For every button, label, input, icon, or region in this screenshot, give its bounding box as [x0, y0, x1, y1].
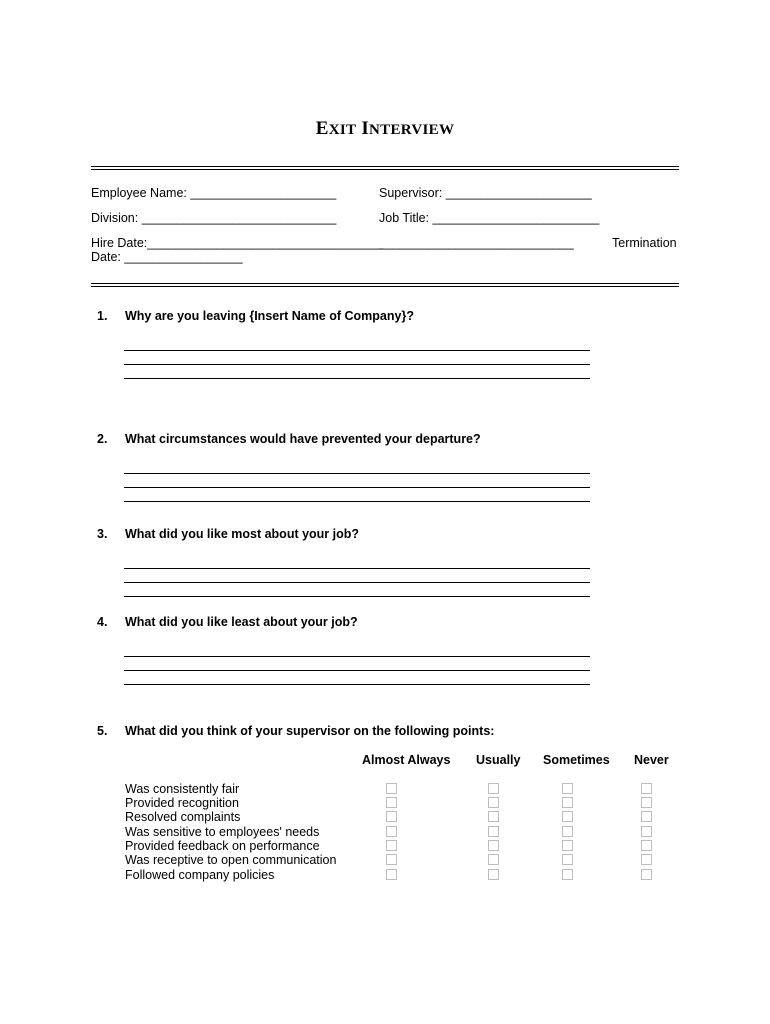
- employee-name-field[interactable]: Employee Name: _____________________: [91, 186, 337, 200]
- question-4-text: What did you like least about your job?: [125, 615, 358, 629]
- answer-line[interactable]: [124, 473, 590, 474]
- question-4-number: 4.: [97, 615, 108, 629]
- checkbox-never[interactable]: [641, 840, 652, 851]
- checkbox-almost-always[interactable]: [386, 854, 397, 865]
- checkbox-usually[interactable]: [488, 797, 499, 808]
- rating-item: Was receptive to open communication: [125, 853, 337, 867]
- checkbox-never[interactable]: [641, 811, 652, 822]
- checkbox-usually[interactable]: [488, 840, 499, 851]
- answer-line[interactable]: [124, 378, 590, 379]
- answer-line[interactable]: [124, 364, 590, 365]
- rating-item: Was sensitive to employees' needs: [125, 825, 320, 839]
- checkbox-almost-always[interactable]: [386, 826, 397, 837]
- answer-line[interactable]: [124, 568, 590, 569]
- checkbox-almost-always[interactable]: [386, 783, 397, 794]
- division-field[interactable]: Division: ____________________________: [91, 211, 337, 225]
- answer-line[interactable]: [124, 656, 590, 657]
- top-rule-2: [91, 169, 679, 170]
- mid-rule-1: [91, 283, 679, 284]
- checkbox-almost-always[interactable]: [386, 811, 397, 822]
- checkbox-sometimes[interactable]: [562, 854, 573, 865]
- answer-line[interactable]: [124, 596, 590, 597]
- column-usually: Usually: [476, 753, 521, 767]
- checkbox-usually[interactable]: [488, 854, 499, 865]
- question-1-number: 1.: [97, 309, 108, 323]
- question-3-text: What did you like most about your job?: [125, 527, 360, 541]
- checkbox-never[interactable]: [641, 869, 652, 880]
- checkbox-usually[interactable]: [488, 783, 499, 794]
- mid-rule-2: [91, 286, 679, 287]
- rating-item: Followed company policies: [125, 868, 275, 882]
- question-1-text: Why are you leaving {Insert Name of Company}?: [125, 309, 414, 323]
- checkbox-usually[interactable]: [488, 826, 499, 837]
- checkbox-sometimes[interactable]: [562, 811, 573, 822]
- checkbox-sometimes[interactable]: [562, 797, 573, 808]
- rating-item: Provided feedback on performance: [125, 839, 320, 853]
- supervisor-field[interactable]: Supervisor: _____________________: [379, 186, 592, 200]
- checkbox-never[interactable]: [641, 783, 652, 794]
- question-3-number: 3.: [97, 527, 108, 541]
- answer-line[interactable]: [124, 501, 590, 502]
- checkbox-never[interactable]: [641, 854, 652, 865]
- answer-line[interactable]: [124, 670, 590, 671]
- page-title: EXIT INTERVIEW: [315, 118, 455, 139]
- checkbox-sometimes[interactable]: [562, 869, 573, 880]
- checkbox-almost-always[interactable]: [386, 869, 397, 880]
- checkbox-never[interactable]: [641, 797, 652, 808]
- termination-label: Termination: [612, 236, 677, 250]
- checkbox-almost-always[interactable]: [386, 797, 397, 808]
- column-sometimes: Sometimes: [543, 753, 610, 767]
- checkbox-never[interactable]: [641, 826, 652, 837]
- checkbox-sometimes[interactable]: [562, 826, 573, 837]
- checkbox-sometimes[interactable]: [562, 783, 573, 794]
- answer-line[interactable]: [124, 350, 590, 351]
- checkbox-sometimes[interactable]: [562, 840, 573, 851]
- question-2-number: 2.: [97, 432, 108, 446]
- question-5-number: 5.: [97, 724, 108, 738]
- checkbox-almost-always[interactable]: [386, 840, 397, 851]
- question-5-text: What did you think of your supervisor on the following points:: [125, 724, 495, 738]
- job-title-field[interactable]: Job Title: ________________________: [379, 211, 600, 225]
- column-almost-always: Almost Always: [362, 753, 451, 767]
- question-2-text: What circumstances would have prevented your departure?: [125, 432, 481, 446]
- hire-date-blank[interactable]: ____________________________: [379, 236, 574, 250]
- hire-date-field[interactable]: Hire Date:__________________________________: [91, 236, 384, 250]
- checkbox-usually[interactable]: [488, 811, 499, 822]
- rating-item: Resolved complaints: [125, 810, 241, 824]
- rating-item: Was consistently fair: [125, 782, 240, 796]
- rating-item: Provided recognition: [125, 796, 239, 810]
- answer-line[interactable]: [124, 582, 590, 583]
- top-rule-1: [91, 166, 679, 167]
- termination-date-field[interactable]: Date: _________________: [91, 250, 243, 264]
- answer-line[interactable]: [124, 684, 590, 685]
- column-never: Never: [634, 753, 669, 767]
- checkbox-usually[interactable]: [488, 869, 499, 880]
- answer-line[interactable]: [124, 487, 590, 488]
